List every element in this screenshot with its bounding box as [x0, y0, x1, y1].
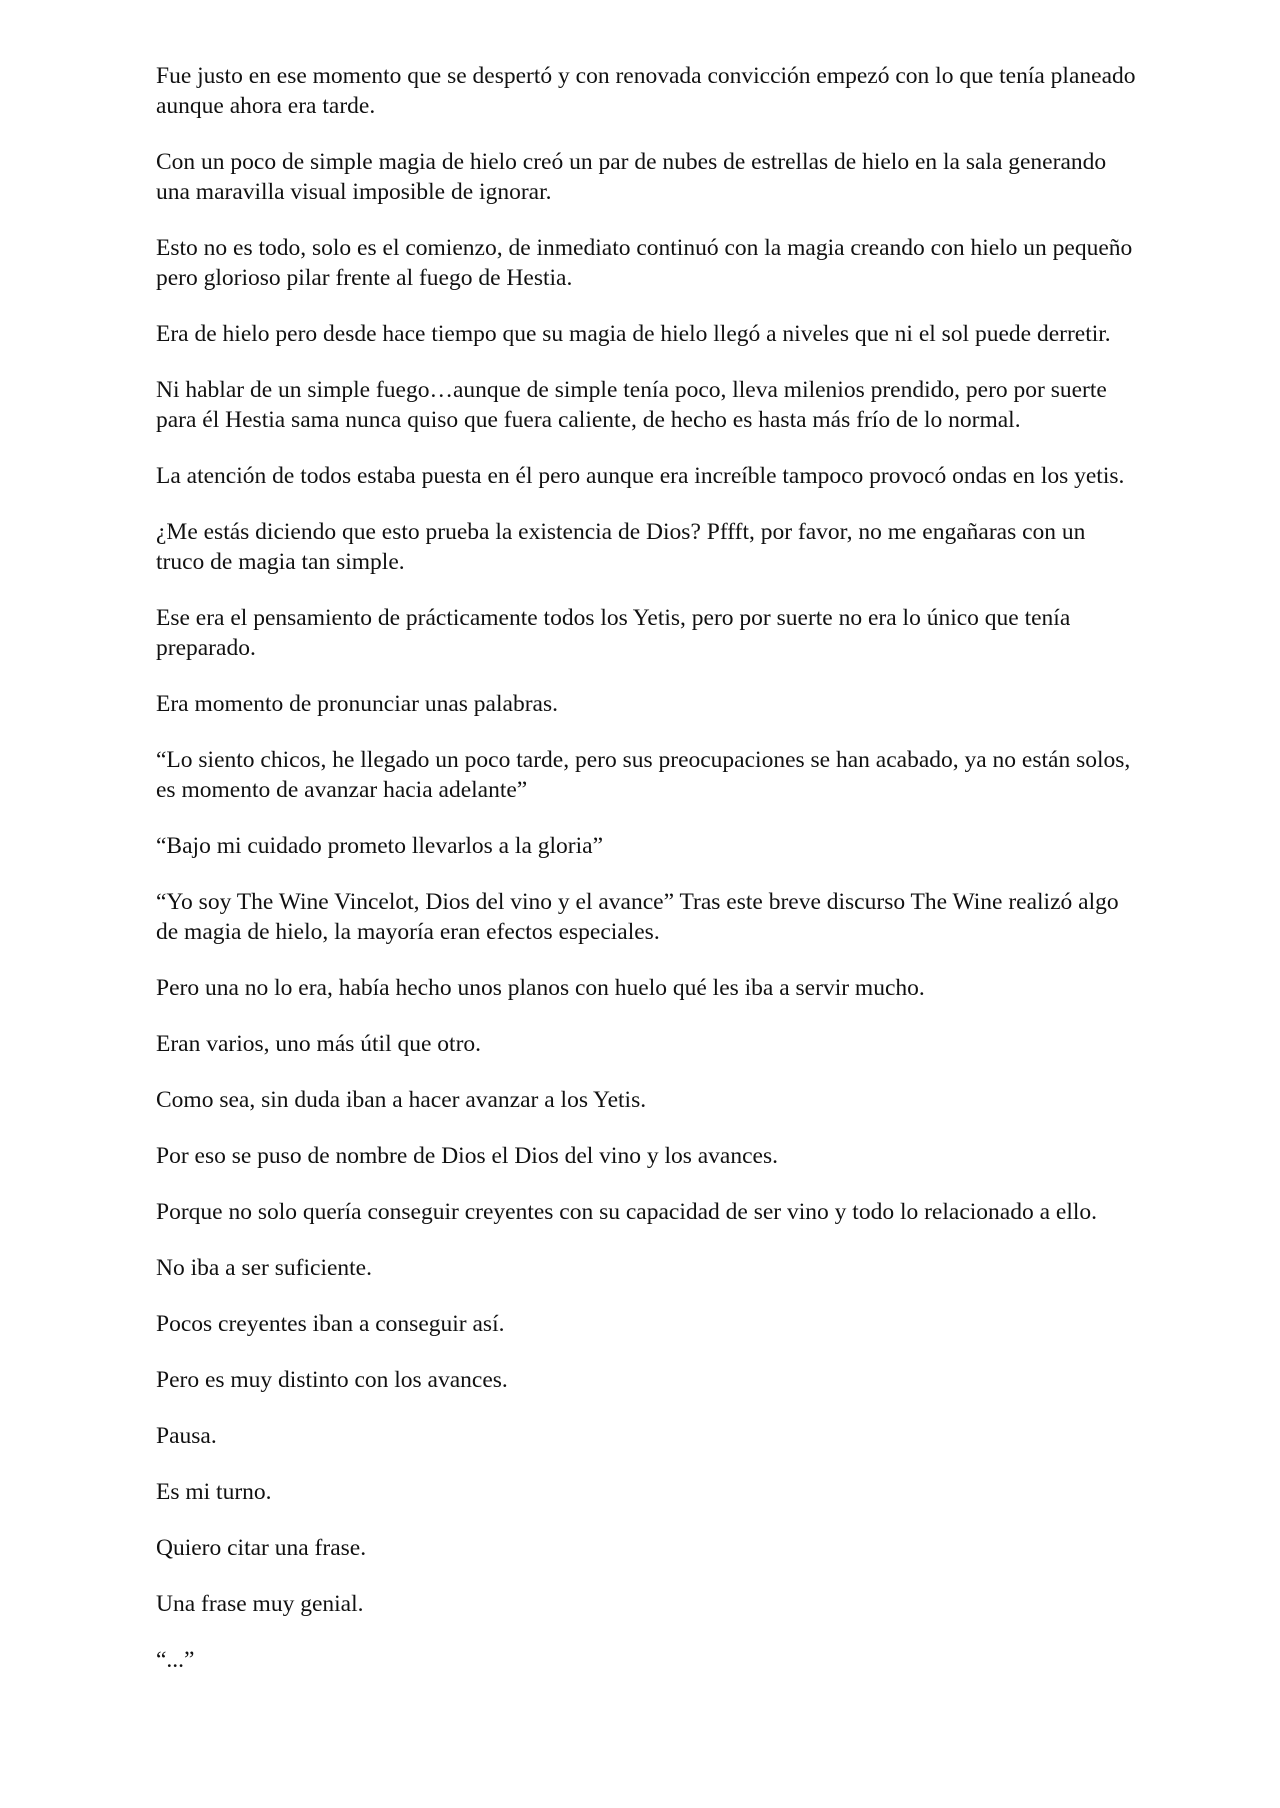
paragraph: Ni hablar de un simple fuego…aunque de simple tenía poco, lleva milenios prendido, pero por suerte para él Hestia sama nunca quiso que fuera caliente, de hecho es hasta más frío de lo normal. — [156, 377, 1107, 433]
paragraph: Como sea, sin duda iban a hacer avanzar a los Yetis. — [156, 1087, 647, 1113]
paragraph: Es mi turno. — [156, 1479, 272, 1505]
paragraph: “Yo soy The Wine Vincelot, Dios del vino y el avance” Tras este breve discurso The Wine realizó algo de magia de hielo, la mayoría eran efectos especiales. — [156, 889, 1119, 945]
paragraph: “Bajo mi cuidado prometo llevarlos a la gloria” — [156, 833, 604, 859]
paragraph: Con un poco de simple magia de hielo creó un par de nubes de estrellas de hielo en la sala generando una maravilla visual imposible de ignorar. — [156, 149, 1107, 205]
paragraph: La atención de todos estaba puesta en él pero aunque era increíble tampoco provocó ondas en los yetis. — [156, 463, 1125, 489]
paragraph: Pausa. — [156, 1423, 217, 1449]
document-page — [156, 61, 1136, 1701]
paragraph: Pero una no lo era, había hecho unos planos con huelo qué les iba a servir mucho. — [156, 975, 925, 1001]
paragraph: Eran varios, uno más útil que otro. — [156, 1031, 482, 1057]
paragraph: Pocos creyentes iban a conseguir así. — [156, 1311, 505, 1337]
paragraph: Fue justo en ese momento que se despertó y con renovada convicción empezó con lo que tenía planeado aunque ahora era tarde. — [156, 63, 1136, 119]
paragraph: Era de hielo pero desde hace tiempo que su magia de hielo llegó a niveles que ni el sol puede derretir. — [156, 321, 1111, 347]
paragraph: Quiero citar una frase. — [156, 1535, 367, 1561]
paragraph: Por eso se puso de nombre de Dios el Dios del vino y los avances. — [156, 1143, 778, 1169]
paragraph: Porque no solo quería conseguir creyentes con su capacidad de ser vino y todo lo relacionado a ello. — [156, 1199, 1097, 1225]
paragraph: No iba a ser suficiente. — [156, 1255, 372, 1281]
paragraph: Esto no es todo, solo es el comienzo, de inmediato continuó con la magia creando con hielo un pequeño pero glorioso pilar frente al fuego de Hestia. — [156, 235, 1133, 291]
paragraph: Ese era el pensamiento de prácticamente todos los Yetis, pero por suerte no era lo único que tenía preparado. — [156, 605, 1071, 661]
paragraph: ¿Me estás diciendo que esto prueba la existencia de Dios? Pffft, por favor, no me engañaras con un truco de magia tan simple. — [156, 519, 1086, 575]
paragraph: Pero es muy distinto con los avances. — [156, 1367, 508, 1393]
paragraph: Era momento de pronunciar unas palabras. — [156, 691, 558, 717]
paragraph: “...” — [156, 1647, 195, 1673]
paragraph: “Lo siento chicos, he llegado un poco tarde, pero sus preocupaciones se han acabado, ya no están solos, es momento de avanzar hacia adelante” — [156, 747, 1131, 803]
paragraph: Una frase muy genial. — [156, 1591, 364, 1617]
